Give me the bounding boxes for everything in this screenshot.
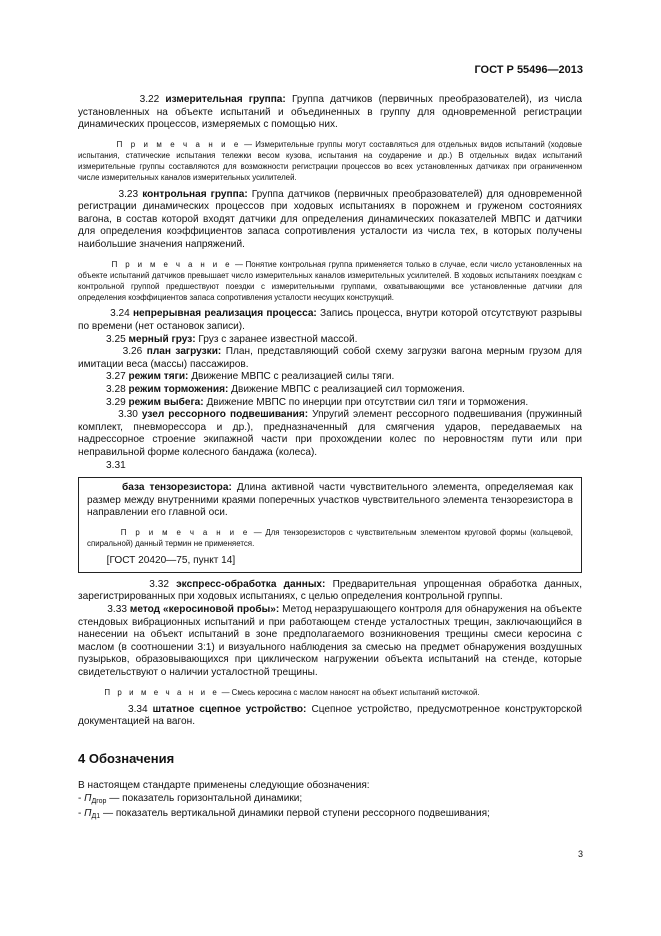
def-number: 3.25 bbox=[106, 333, 126, 345]
symbol: П bbox=[84, 792, 92, 804]
symbol-item: - $П_{Д1}$ — показатель вертикальной динамики первой ступени рессорного подвешивания; bbox=[78, 808, 490, 821]
symbol-item: - $П_{Дгор}$ — показатель горизонтальной динамики; bbox=[78, 792, 303, 805]
source-reference: [ГОСТ 20420—75, пункт 14] bbox=[106, 555, 236, 567]
def-term: метод «керосиновой пробы»: bbox=[129, 604, 280, 616]
content-column bbox=[78, 94, 582, 824]
def-number: 3.30 bbox=[118, 409, 138, 421]
definition-3-29 bbox=[78, 397, 582, 410]
definition-3-31-number bbox=[78, 460, 582, 473]
def-term: измерительная группа: bbox=[165, 94, 286, 105]
def-number: 3.33 bbox=[107, 604, 127, 616]
symbol-subscript: Дгор bbox=[91, 797, 107, 805]
def-number: 3.29 bbox=[106, 396, 126, 408]
symbol-description: — показатель вертикальной динамики первой ступени рессорного подвешивания; bbox=[100, 808, 490, 820]
note-label: П р и м е ч а н и е bbox=[116, 139, 241, 149]
def-number: 3.34 bbox=[127, 703, 148, 715]
def-term: непрерывная реализация процесса: bbox=[132, 308, 317, 320]
note-label: П р и м е ч а н и е bbox=[104, 687, 220, 697]
def-term: мерный груз: bbox=[128, 333, 196, 345]
def-term: режим выбега: bbox=[128, 396, 204, 408]
def-text: Упругий элемент рессорного подвешивания (пружинный комплект, пневморессора и др.), предназначенный для смягчения ударов, передаваемых на надрессорное строение экипажной части при прохождении колес по неровностям пути или при неправильной форме колесного бандажа (колеса). bbox=[78, 409, 583, 458]
symbol: П bbox=[84, 808, 92, 820]
def-term: режим торможения: bbox=[128, 383, 229, 395]
definition-3-22 bbox=[78, 94, 582, 132]
def-term: штатное сцепное устройство: bbox=[152, 703, 307, 715]
definition-3-34 bbox=[78, 704, 582, 729]
def-number: 3.22 bbox=[139, 94, 160, 105]
definition-3-23 bbox=[78, 189, 582, 252]
def-text: Движение МВПС с реализацией сил торможения. bbox=[231, 383, 465, 395]
note-label: П р и м е ч а н и е bbox=[120, 527, 250, 537]
def-text: Группа датчиков (первичных преобразователей) для одновременной регистрации динамических процессов при ходовых испытаниях в порожнем и груженом состояниях вагона, в состав которой входят датчики для определения динамических показателей МВПС и датчики для определения коэффициентов запаса сопротивления усталости из числа тех, в которых получены наибольшие значения напряжений. bbox=[78, 188, 583, 250]
def-text: Метод неразрушающего контроля для обнаружения на объекте стендовых вибрационных испытаний и при работающем стенде усталостных трещин, заключающийся в нанесении на объект испытаний в зоне предполагаемого возникновения трещины смеси керосина с маслом (в соотношении 3:1) и визуального наблюдения за смесью на предмет обнаружения воздушных пузырьков, образовывающихся при циклическом нагружении объекта испытаний на стенде, которые свидетельствуют о наличии усталостной трещины. bbox=[78, 604, 582, 679]
note-text: — Измерительные группы могут составляться для отдельных видов испытаний (ходовые испытания, статические испытания тележки весом кузова, испытания на соударение и др.) В отдельных видах испытаний измерительные группы составляются для возможности регистрации процессов во всех установленных датчиках при ограниченном числе измерительных каналов измерительных усилителей. bbox=[78, 139, 582, 183]
def-term: экспресс-обработка данных: bbox=[176, 578, 326, 590]
boxed-definition bbox=[78, 477, 582, 573]
boxed-note bbox=[87, 527, 573, 549]
def-text: Груз с заранее известной массой. bbox=[198, 333, 358, 345]
def-text: Движение МВПС по инерции при отсутствии сил тяги и торможения. bbox=[206, 396, 529, 408]
definition-3-30 bbox=[78, 409, 582, 459]
note-label: П р и м е ч а н и е bbox=[111, 259, 233, 269]
def-number: 3.28 bbox=[106, 383, 126, 395]
def-text: План, представляющий собой схему загрузки вагона мерным грузом для имитации веса (массы) пассажиров. bbox=[78, 346, 583, 370]
definition-3-25 bbox=[78, 334, 582, 347]
symbol-subscript: Д1 bbox=[91, 813, 101, 821]
note-3-33 bbox=[78, 687, 582, 698]
def-number: 3.27 bbox=[106, 371, 126, 383]
def-number: 3.24 bbox=[110, 308, 130, 320]
definition-3-28 bbox=[78, 384, 582, 397]
def-text: Группа датчиков (первичных преобразователей), из числа установленных на объекте испытаний и объединенных в группу для одновременной регистрации динамических процессов, измеряемых с помощью них. bbox=[78, 94, 583, 131]
def-term: план загрузки: bbox=[146, 346, 222, 358]
definition-3-33 bbox=[78, 604, 582, 680]
page-number: 3 bbox=[577, 849, 583, 859]
def-text: Предварительная упрощенная обработка данных, зарегистрированных при ходовых испытаниях, с целью определения контрольной группы. bbox=[78, 578, 583, 603]
boxed-def-text bbox=[87, 482, 573, 520]
def-term: контрольная группа: bbox=[142, 188, 248, 200]
note-text: — Понятие контрольная группа применяется только в случае, если число установленных на объекте испытаний датчиков превышает число измерительных каналов измерительных усилителей. В ходовых испытаниях поездкам с контрольной группой предшествуют поездки с измерительными группами, охватывающими все установленные датчики для определения коэффициентов запаса сопротивления усталости несущих конструкций. bbox=[78, 259, 582, 303]
definition-3-26 bbox=[78, 346, 582, 371]
def-text: Длина активной части чувствительного элемента, определяемая как размер между внутренними краями поперечных участков чувствительного элемента тензорезистора в направлении его главной оси. bbox=[87, 482, 574, 519]
note-text: — Смесь керосина с маслом наносят на объект испытаний кисточкой. bbox=[221, 687, 480, 697]
definition-3-27 bbox=[78, 371, 582, 384]
symbol-description: — показатель горизонтальной динамики; bbox=[106, 792, 303, 804]
def-text: Движение МВПС с реализацией силы тяги. bbox=[191, 371, 395, 383]
def-text: Сцепное устройство, предусмотренное конструкторской документацией на вагон. bbox=[78, 703, 582, 728]
def-term: база тензорезистора: bbox=[122, 482, 232, 494]
note-3-23 bbox=[78, 259, 582, 304]
def-number: 3.23 bbox=[118, 188, 139, 200]
section-4-intro: В настоящем стандарте применены следующие обозначения: bbox=[78, 780, 370, 792]
section-4-heading: 4 Обозначения bbox=[78, 751, 175, 767]
note-3-22 bbox=[78, 139, 582, 184]
def-term: режим тяги: bbox=[128, 371, 189, 383]
def-term: узел рессорного подвешивания: bbox=[141, 409, 309, 421]
def-text: Запись процесса, внутри которой отсутствуют разрывы по времени (нет остановок записи). bbox=[78, 308, 582, 332]
note-text: — Для тензорезисторов с чувствительным элементом круговой формы (кольцевой, спиральной) данный термин не применяется. bbox=[87, 527, 573, 549]
def-number: 3.31 bbox=[106, 459, 126, 471]
definition-3-24 bbox=[78, 308, 582, 333]
definition-3-32 bbox=[78, 579, 582, 604]
def-number: 3.32 bbox=[149, 578, 169, 590]
def-number: 3.26 bbox=[122, 346, 143, 358]
boxed-source bbox=[87, 555, 573, 568]
standard-header: ГОСТ Р 55496—2013 bbox=[474, 64, 583, 76]
